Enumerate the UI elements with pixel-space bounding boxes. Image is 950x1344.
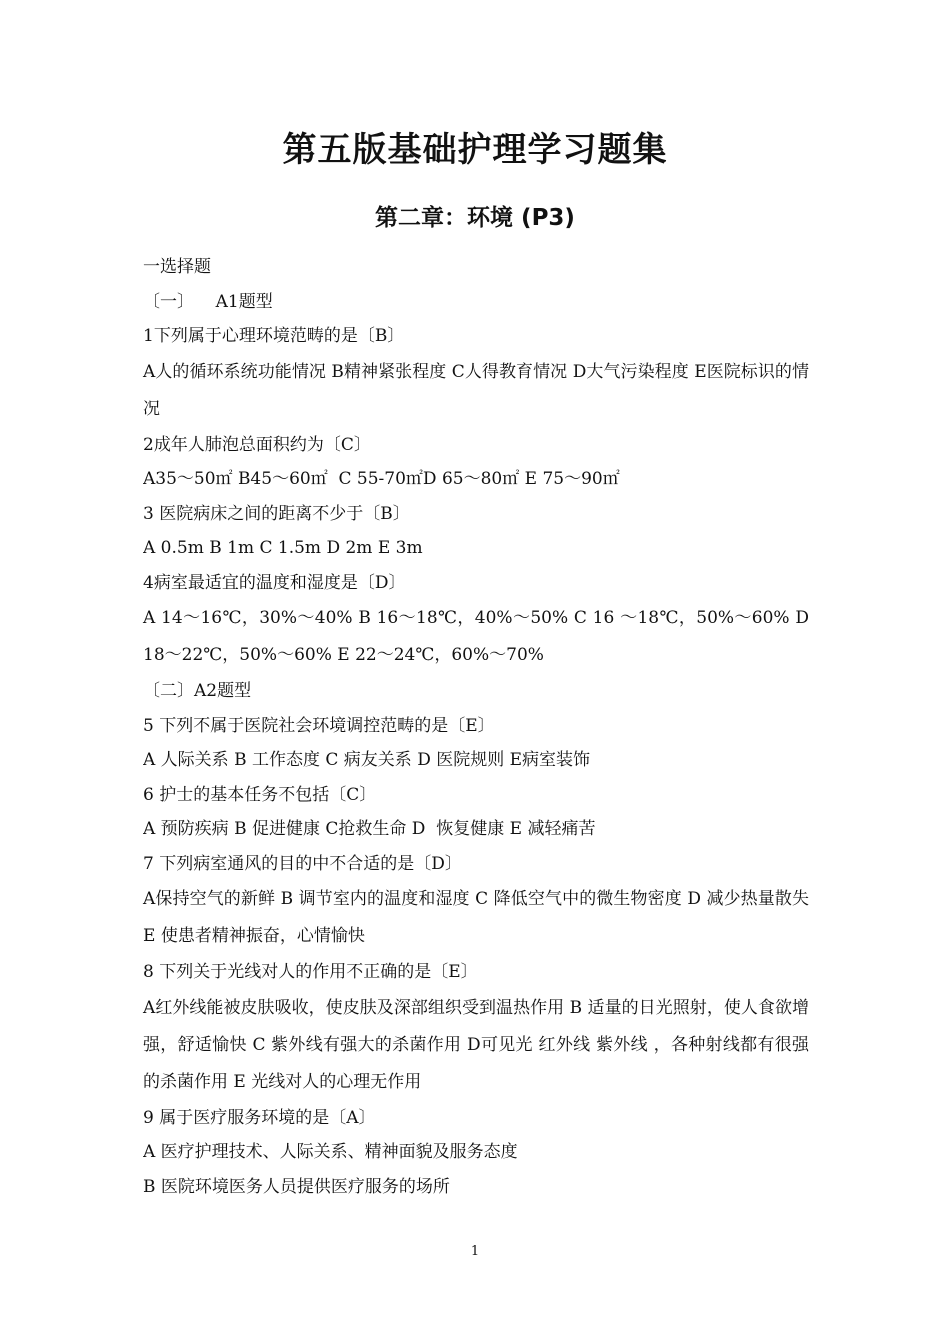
- question-3: 3 医院病床之间的距离不少于〔B〕: [143, 503, 410, 524]
- question-7: 7 下列病室通风的目的中不合适的是〔D〕: [143, 853, 462, 874]
- question-4: 4病室最适宜的温度和湿度是〔D〕: [143, 572, 406, 593]
- subsection-heading-a1: 〔一〕 A1题型: [143, 291, 273, 312]
- document-body: [143, 250, 809, 1204]
- question-8: 8 下列关于光线对人的作用不正确的是〔E〕: [143, 962, 478, 982]
- question-2: 2成年人肺泡总面积约为〔C〕: [143, 434, 371, 455]
- question-4-options: A 14～16℃，30%～40% B 16～18℃，40%～50% C 16 ～18℃，50%～60% D 18～22℃，50%～60% E 22～24℃，60%～70%: [143, 608, 809, 665]
- section-heading: 一选择题: [143, 257, 211, 277]
- document-title: 第五版基础护理学习题集: [282, 130, 668, 170]
- chapter-title: 第二章：环境 (P3): [375, 205, 575, 231]
- question-9-option-b: B 医院环境医务人员提供医疗服务的场所: [143, 1176, 450, 1197]
- question-2-options: A35～50㎡ B45～60㎡ C 55-70㎡D 65～80㎡ E 75～90㎡: [143, 469, 620, 489]
- question-3-options: A 0.5m B 1m C 1.5m D 2m E 3m: [143, 538, 423, 558]
- subsection-heading-a2: 〔二〕A2题型: [143, 681, 252, 701]
- page-number: 1: [470, 1244, 480, 1259]
- question-6-options: A 预防疾病 B 促进健康 C抢救生命 D 恢复健康 E 减轻痛苦: [143, 819, 596, 839]
- question-5: 5 下列不属于医院社会环境调控范畴的是〔E〕: [143, 715, 495, 736]
- question-1: 1下列属于心理环境范畴的是〔B〕: [143, 326, 405, 346]
- question-9-option-a: A 医疗护理技术、人际关系、精神面貌及服务态度: [143, 1142, 518, 1162]
- question-8-options: A红外线能被皮肤吸收，使皮肤及深部组织受到温热作用 B 适量的日光照射，使人食欲增强，舒适愉快 C 紫外线有强大的杀菌作用 D可见光 红外线 紫外线 ，各种射线都有很强的杀菌作用 E 光线对人的心理无作用: [143, 997, 809, 1092]
- question-6: 6 护士的基本任务不包括〔C〕: [143, 784, 377, 805]
- question-9: 9 属于医疗服务环境的是〔A〕: [143, 1107, 376, 1128]
- question-5-options: A 人际关系 B 工作态度 C 病友关系 D 医院规则 E病室装饰: [143, 750, 591, 770]
- question-7-options: A保持空气的新鲜 B 调节室内的温度和湿度 C 降低空气中的微生物密度 D 减少热量散失 E 使患者精神振奋，心情愉快: [143, 889, 809, 946]
- question-1-options: A人的循环系统功能情况 B精神紧张程度 C人得教育情况 D大气污染程度 E医院标识的情况: [143, 361, 809, 419]
